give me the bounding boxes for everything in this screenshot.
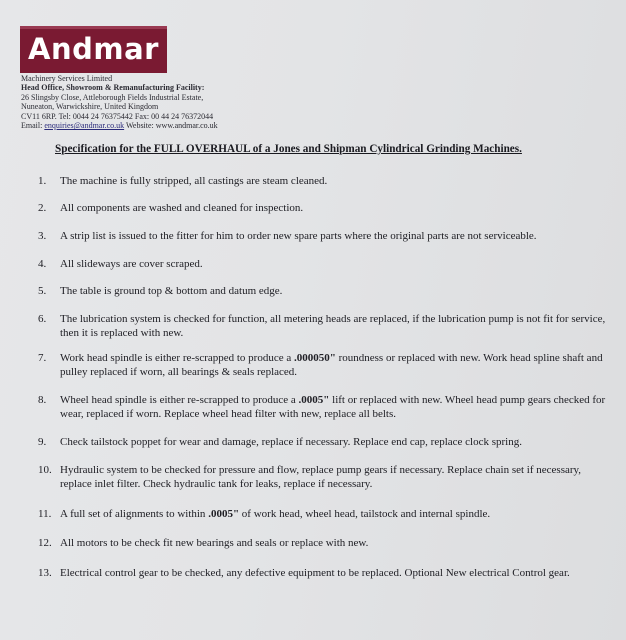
company-name: Machinery Services Limited: [21, 74, 113, 83]
item-number: 12.: [38, 537, 52, 549]
item-number: 3.: [38, 230, 47, 242]
item-text-bold: .000050": [294, 352, 336, 364]
item-text-part: of work head, wheel head, tailstock and internal spindle.: [239, 508, 491, 520]
item-number: 10.: [38, 464, 52, 476]
item-text: [60, 351, 613, 379]
website-text: Website: www.andmar.co.uk: [124, 121, 218, 131]
item-text: [60, 507, 613, 521]
item-text-part: A full set of alignments to within: [60, 508, 209, 520]
item-text-bold: .0005": [208, 508, 240, 520]
contact-line: [21, 121, 218, 130]
item-text: Hydraulic system to be checked for pressure and flow, replace pump gears if necessary. Replace chain set if necessary, replace inlet filter. Check hydraulic tank for leaks, replace if necessary.: [60, 464, 582, 490]
item-number: 1.: [38, 175, 47, 187]
address-line-3: CV11 6RP. Tel: 0044 24 76375442 Fax: 00 44 24 76372044: [21, 111, 214, 121]
item-number: 4.: [38, 258, 47, 270]
email-link[interactable]: enquiries@andmar.co.uk: [44, 121, 125, 131]
item-text: [60, 393, 613, 421]
address-line-1: 26 Slingsby Close, Attleborough Fields Industrial Estate,: [21, 92, 204, 102]
item-number: 13.: [38, 567, 52, 579]
item-number: 9.: [38, 436, 47, 448]
item-text: All motors to be check fit new bearings and seals or replace with new.: [60, 537, 369, 549]
item-text-part: roundness or replaced with new. Work head spline shaft and pulley replaced if worn, all bearings & seals replaced.: [60, 352, 603, 378]
office-heading: Head Office, Showroom & Remanufacturing Facility:: [21, 83, 205, 93]
item-text: A strip list is issued to the fitter for him to order new spare parts where the original parts are not serviceable.: [60, 230, 537, 242]
document-title: Specification for the FULL OVERHAUL of a Jones and Shipman Cylindrical Grinding Machines.: [55, 143, 522, 155]
address-line-2: Nuneaton, Warwickshire, United Kingdom: [21, 102, 159, 112]
item-number: 5.: [38, 285, 47, 297]
item-text: The lubrication system is checked for function, all metering heads are replaced, if the lubrication pump is not fit for service, then it is replaced with new.: [60, 313, 606, 339]
item-number: 11.: [38, 508, 52, 520]
item-text-part: Wheel head spindle is either re-scrapped to produce a: [60, 394, 299, 406]
item-text: Check tailstock poppet for wear and damage, replace if necessary. Replace end cap, replace clock spring.: [60, 436, 522, 448]
item-number: 2.: [38, 202, 47, 214]
item-text-part: Work head spindle is either re-scrapped to produce a: [60, 352, 294, 364]
item-number: 6.: [38, 313, 47, 325]
item-text-bold: .0005": [298, 394, 330, 406]
company-details: [21, 74, 218, 130]
company-logo: [20, 26, 167, 73]
item-text-part: lift or replaced with new. Wheel head pump gears checked for wear, replaced if worn. Replace wheel head filter with new, replace all belts.: [60, 394, 606, 420]
item-text: The table is ground top & bottom and datum edge.: [60, 285, 283, 297]
item-number: 8.: [38, 394, 47, 406]
item-text: All components are washed and cleaned for inspection.: [60, 202, 304, 214]
item-text: All slideways are cover scraped.: [60, 258, 203, 270]
item-text: Electrical control gear to be checked, any defective equipment to be replaced. Optional New electrical Control gear.: [60, 567, 570, 579]
email-label: Email:: [21, 121, 45, 131]
logo-text: Andmar: [28, 32, 159, 66]
item-text: The machine is fully stripped, all castings are steam cleaned.: [60, 175, 328, 187]
item-number: 7.: [38, 352, 47, 364]
